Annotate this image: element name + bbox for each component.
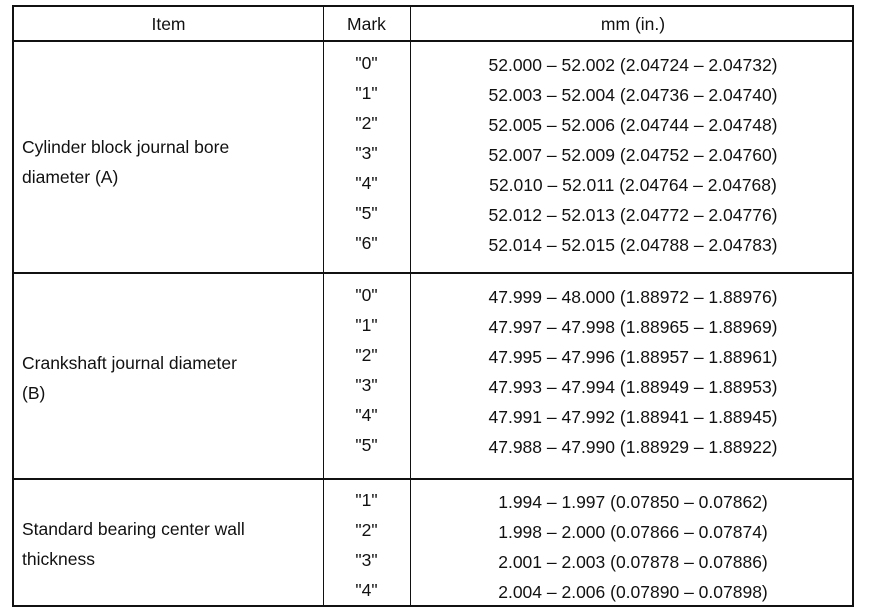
mark-cell: "5"	[355, 435, 378, 455]
header-item: Item	[151, 14, 186, 34]
table-group-bore-diameter	[14, 42, 852, 274]
value-cell: 47.993 – 47.994 (1.88949 – 1.88953)	[488, 377, 778, 397]
item-label-line: diameter (A)	[22, 167, 119, 187]
table-row	[14, 108, 852, 138]
value-cell: 47.991 – 47.992 (1.88941 – 1.88945)	[488, 407, 778, 427]
table-row	[14, 198, 852, 228]
value-cell: 52.003 – 52.004 (2.04736 – 2.04740)	[488, 85, 778, 105]
mark-cell: "5"	[355, 203, 378, 223]
value-cell: 1.998 – 2.000 (0.07866 – 0.07874)	[498, 522, 768, 542]
table-group-crankshaft-journal	[14, 274, 852, 480]
item-label-line: thickness	[22, 549, 95, 569]
value-cell: 47.999 – 48.000 (1.88972 – 1.88976)	[488, 287, 778, 307]
mark-cell: "1"	[355, 315, 378, 335]
table-row	[14, 545, 852, 575]
mark-cell: "2"	[355, 345, 378, 365]
table-row	[14, 340, 852, 370]
value-cell: 47.988 – 47.990 (1.88929 – 1.88922)	[488, 437, 778, 457]
table-row	[14, 138, 852, 168]
item-label-line: Cylinder block journal bore	[22, 137, 230, 157]
mark-cell: "0"	[355, 285, 378, 305]
table-row	[14, 400, 852, 430]
item-label-line: (B)	[22, 383, 46, 403]
spec-table	[12, 5, 854, 607]
value-cell: 47.997 – 47.998 (1.88965 – 1.88969)	[488, 317, 778, 337]
mark-cell: "4"	[355, 580, 378, 600]
mark-cell: "2"	[355, 113, 378, 133]
mark-cell: "3"	[355, 143, 378, 163]
mark-cell: "3"	[355, 375, 378, 395]
header-mark: Mark	[347, 14, 386, 34]
mark-cell: "2"	[355, 520, 378, 540]
table-row	[14, 48, 852, 78]
table-group-bearing-thickness	[14, 480, 852, 605]
table-row	[14, 370, 852, 400]
table-row	[14, 168, 852, 198]
value-cell: 52.010 – 52.011 (2.04764 – 2.04768)	[489, 175, 777, 195]
table-row	[14, 515, 852, 545]
table-row	[14, 485, 852, 515]
value-cell: 2.001 – 2.003 (0.07878 – 0.07886)	[498, 552, 768, 572]
table-row	[14, 310, 852, 340]
value-cell: 2.004 – 2.006 (0.07890 – 0.07898)	[498, 582, 768, 602]
value-cell: 52.007 – 52.009 (2.04752 – 2.04760)	[488, 145, 778, 165]
header-mm: mm (in.)	[600, 14, 666, 34]
mark-cell: "1"	[355, 490, 378, 510]
value-cell: 52.014 – 52.015 (2.04788 – 2.04783)	[488, 235, 778, 255]
table-row	[14, 430, 852, 460]
table-row	[14, 575, 852, 605]
mark-cell: "1"	[355, 83, 378, 103]
item-label-line: Standard bearing center wall	[22, 519, 245, 539]
value-cell: 52.005 – 52.006 (2.04744 – 2.04748)	[488, 115, 778, 135]
item-label-line: Crankshaft journal diameter	[22, 353, 237, 373]
value-cell: 52.000 – 52.002 (2.04724 – 2.04732)	[488, 55, 778, 75]
mark-cell: "3"	[355, 550, 378, 570]
table-row	[14, 78, 852, 108]
mark-cell: "0"	[355, 53, 378, 73]
value-cell: 47.995 – 47.996 (1.88957 – 1.88961)	[488, 347, 778, 367]
table-row	[14, 228, 852, 258]
mark-cell: "4"	[355, 405, 378, 425]
mark-cell: "4"	[355, 173, 378, 193]
value-cell: 52.012 – 52.013 (2.04772 – 2.04776)	[488, 205, 778, 225]
table-header-row	[14, 7, 852, 42]
value-cell: 1.994 – 1.997 (0.07850 – 0.07862)	[498, 492, 768, 512]
table-row	[14, 280, 852, 310]
mark-cell: "6"	[355, 233, 378, 253]
